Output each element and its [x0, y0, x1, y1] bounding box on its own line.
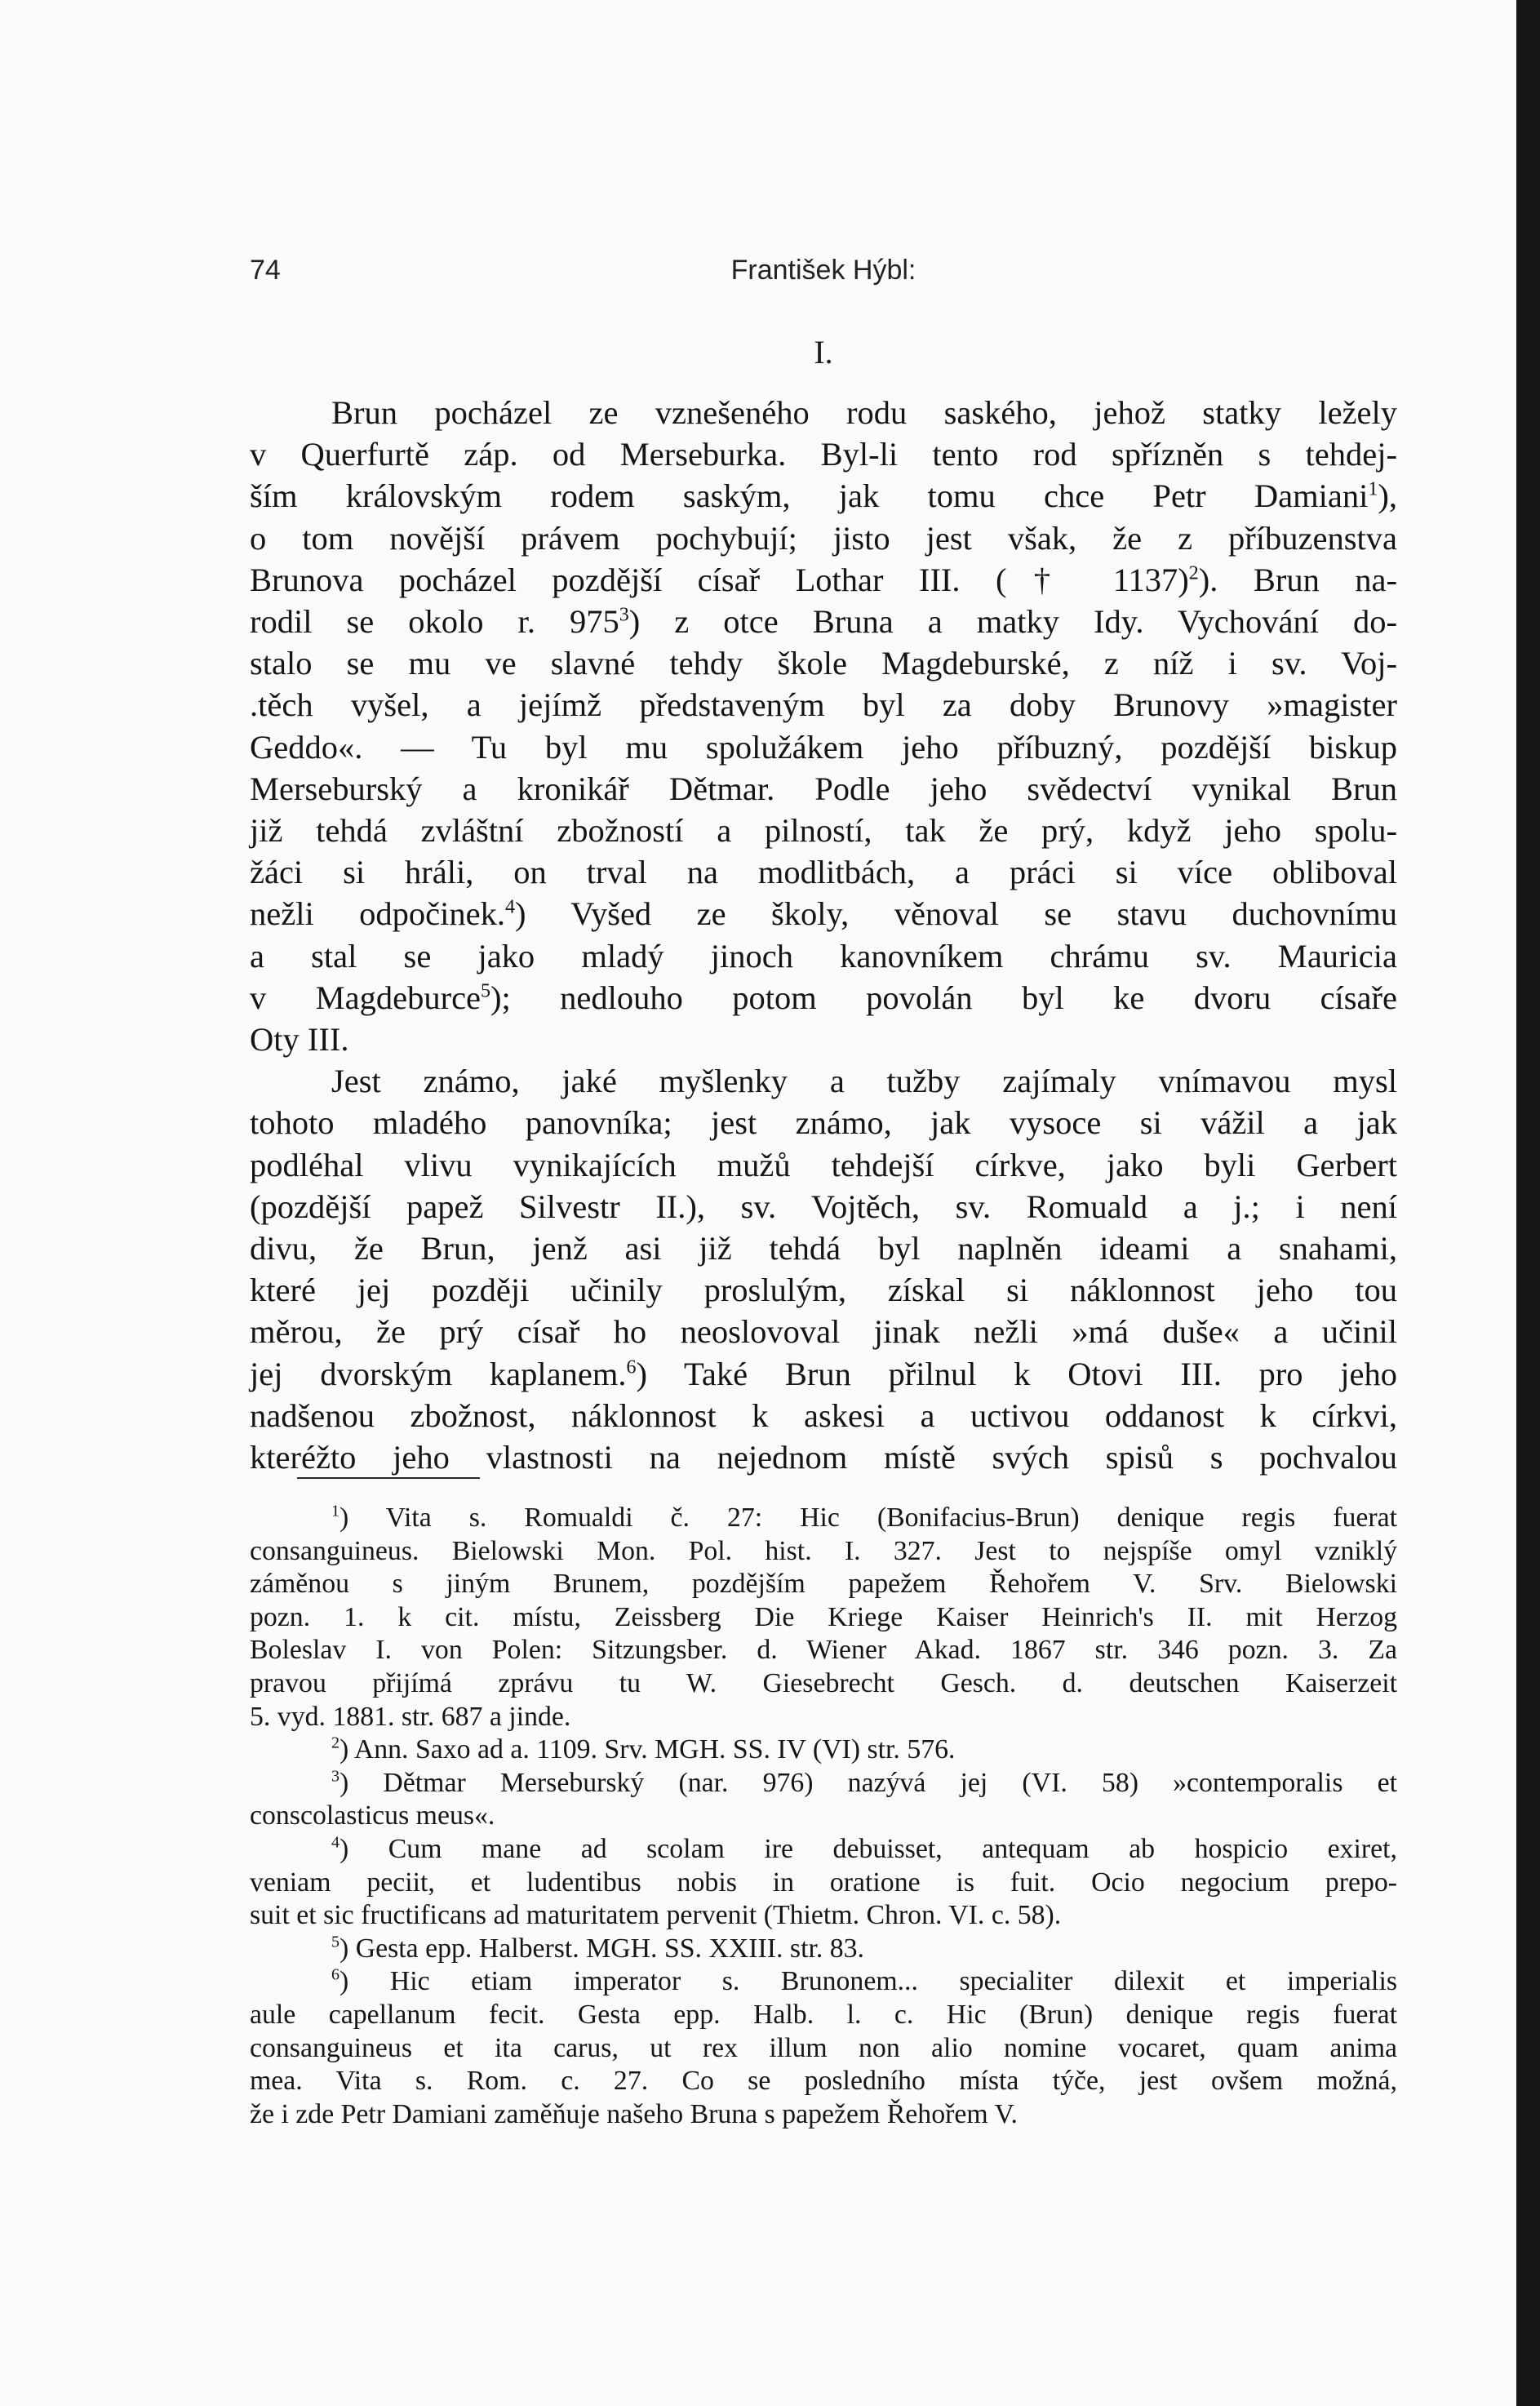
- scan-edge: [1516, 0, 1540, 2406]
- footnote-line: $^6$) Hic etiam imperator s. Brunonem... specialiter dilexit et imperialis: [331, 1966, 1397, 1997]
- text-line: žáci si hráli, on trval na modlitbách, a práci si více obliboval: [250, 854, 1397, 891]
- footnote-line: že i zde Petr Damiani zaměňuje našeho Bruna s papežem Řehořem V.: [250, 2098, 1018, 2129]
- footnote-marker: 2: [331, 1733, 340, 1752]
- footnote-line: $^2$) Ann. Saxo ad a. 1109. Srv. MGH. SS. IV (VI) str. 576.: [331, 1733, 956, 1765]
- footnote-rule: [297, 1477, 480, 1479]
- text-line: (pozdější papež Silvestr II.), sv. Vojtěch, sv. Romuald a j.; i není: [250, 1187, 1397, 1225]
- footnote-line: suit et sic fructificans ad maturitatem pervenit (Thietm. Chron. VI. c. 58).: [250, 1900, 1062, 1931]
- text-line: nadšenou zbožnost, náklonnost k askesi a uctivou oddanost k církvi,: [250, 1396, 1397, 1434]
- footnote-line: pravou přijímá zprávu tu W. Giesebrecht Gesch. d. deutschen Kaiserzeit: [250, 1667, 1397, 1698]
- text-line: jej dvorským kaplanem.$^6$) Také Brun přilnul k Otovi III. pro jeho: [250, 1355, 1397, 1392]
- author-heading: František Hýbl:: [730, 255, 916, 286]
- text-line: v Magdeburce$^5$); nedlouho potom povolán byl ke dvoru císaře: [250, 979, 1397, 1016]
- footnote-marker: 3: [331, 1767, 340, 1786]
- text-line: Jest známo, jaké myšlenky a tužby zajímaly vnímavou mysl: [331, 1063, 1397, 1100]
- text-line: Geddo«. — Tu byl mu spolužákem jeho příbuzný, pozdější biskup: [250, 728, 1397, 766]
- footnotes: [250, 1502, 1397, 2131]
- text-line: Brunova pocházel pozdější císař Lothar III. († 1137)$^2$). Brun na-: [250, 561, 1398, 598]
- text-line: stalo se mu ve slavné tehdy škole Magdeburské, z níž i sv. Voj-: [250, 645, 1397, 682]
- footnote-line: consanguineus. Bielowski Mon. Pol. hist. I. 327. Jest to nejspíše omyl vzniklý: [250, 1535, 1397, 1566]
- text-line: rodil se okolo r. $975^3$) z otce Bruna a matky Idy. Vychování do-: [250, 603, 1397, 641]
- footnote-line: $^3$) Dětmar Merseburský (nar. 976) nazývá jej (VI. 58) »contemporalis et: [331, 1767, 1397, 1798]
- footnote-marker: 6: [331, 1966, 340, 1985]
- footnote-marker: 3: [619, 604, 629, 626]
- page-number: 74: [250, 255, 281, 286]
- text-line: kteréžto jeho vlastnosti na nejednom místě svých spisů s pochvalou: [250, 1439, 1397, 1476]
- footnote-marker: 4: [331, 1833, 340, 1852]
- footnote-line: consanguineus et ita carus, ut rex illum non alio nomine vocaret, quam anima: [250, 2032, 1397, 2063]
- text-line: již tehdá zvláštní zbožností a pilností, tak že prý, když jeho spolu-: [250, 812, 1397, 850]
- text-line: o tom novější právem pochybují; jisto jest však, že z příbuzenstva: [250, 519, 1397, 557]
- footnote-marker: 4: [504, 896, 515, 918]
- text-line: Merseburský a kronikář Dětmar. Podle jeho svědectví vynikal Brun: [250, 770, 1397, 807]
- footnote-line: pozn. 1. k cit. místu, Zeissberg Die Kriege Kaiser Heinrich's II. mit Herzog: [250, 1601, 1397, 1632]
- footnote-line: záměnou s jiným Brunem, pozdějším papežem Řehořem V. Srv. Bielowski: [250, 1569, 1397, 1600]
- footnote-marker: 6: [626, 1356, 637, 1378]
- text-line: v Querfurtě záp. od Merseburka. Byl-li tento rod spřízněn s tehdej-: [250, 436, 1397, 473]
- body-text: [250, 392, 1397, 1478]
- footnote-marker: 1: [331, 1502, 340, 1520]
- section-numeral: I.: [814, 334, 833, 371]
- footnote-line: conscolasticus meus«.: [250, 1800, 495, 1831]
- text-line: divu, že Brun, jenž asi již tehdá byl naplněn ideami a snahami,: [250, 1230, 1397, 1267]
- text-line: ším královským rodem saským, jak tomu chce Petr Damiani$^1$),: [250, 477, 1397, 515]
- footnote-line: 5. vyd. 1881. str. 687 a jinde.: [250, 1701, 571, 1732]
- text-line: podléhal vlivu vynikajících mužů tehdejší církve, jako byli Gerbert: [250, 1146, 1397, 1183]
- text-line: tohoto mladého panovníka; jest známo, jak vysoce si vážil a jak: [250, 1104, 1397, 1142]
- text-line: .těch vyšel, a jejímž představeným byl za doby Brunovy »magister: [250, 686, 1397, 724]
- text-line: měrou, že prý císař ho neoslovoval jinak nežli »má duše« a učinil: [250, 1313, 1397, 1351]
- text-line: a stal se jako mladý jinoch kanovníkem chrámu sv. Mauricia: [250, 937, 1397, 974]
- text-line: Brun pocházel ze vznešeného rodu saského, jehož statky ležely: [331, 394, 1397, 431]
- text-line: které jej později učinily proslulým, získal si náklonnost jeho tou: [250, 1272, 1397, 1309]
- footnote-line: Boleslav I. von Polen: Sitzungsber. d. Wiener Akad. 1867 str. 346 pozn. 3. Za: [250, 1635, 1397, 1666]
- footnote-marker: 5: [331, 1933, 340, 1951]
- footnote-marker: 5: [481, 980, 491, 1002]
- footnote-line: $^5$) Gesta epp. Halberst. MGH. SS. XXIII. str. 83.: [331, 1933, 864, 1964]
- footnote-line: mea. Vita s. Rom. c. 27. Co se posledního místa týče, jest ovšem možná,: [250, 2066, 1397, 2097]
- footnote-line: aule capellanum fecit. Gesta epp. Halb. l. c. Hic (Brun) denique regis fuerat: [250, 1999, 1397, 2030]
- footnote-line: $^1$) Vita s. Romualdi č. 27: Hic (Bonifacius-Brun) denique regis fuerat: [331, 1502, 1397, 1533]
- footnote-marker: 2: [1188, 562, 1199, 584]
- text-line: Oty III.: [250, 1021, 349, 1059]
- running-header: [250, 255, 1397, 287]
- footnote-line: $^4$) Cum mane ad scolam ire debuisset, antequam ab hospicio exiret,: [331, 1833, 1397, 1864]
- text-line: nežli odpočinek.$^4$) Vyšed ze školy, věnoval se stavu duchovnímu: [250, 895, 1397, 933]
- footnote-marker: 1: [1368, 478, 1378, 500]
- footnote-line: veniam peciit, et ludentibus nobis in oratione is fuit. Ocio negocium prepo-: [250, 1867, 1397, 1898]
